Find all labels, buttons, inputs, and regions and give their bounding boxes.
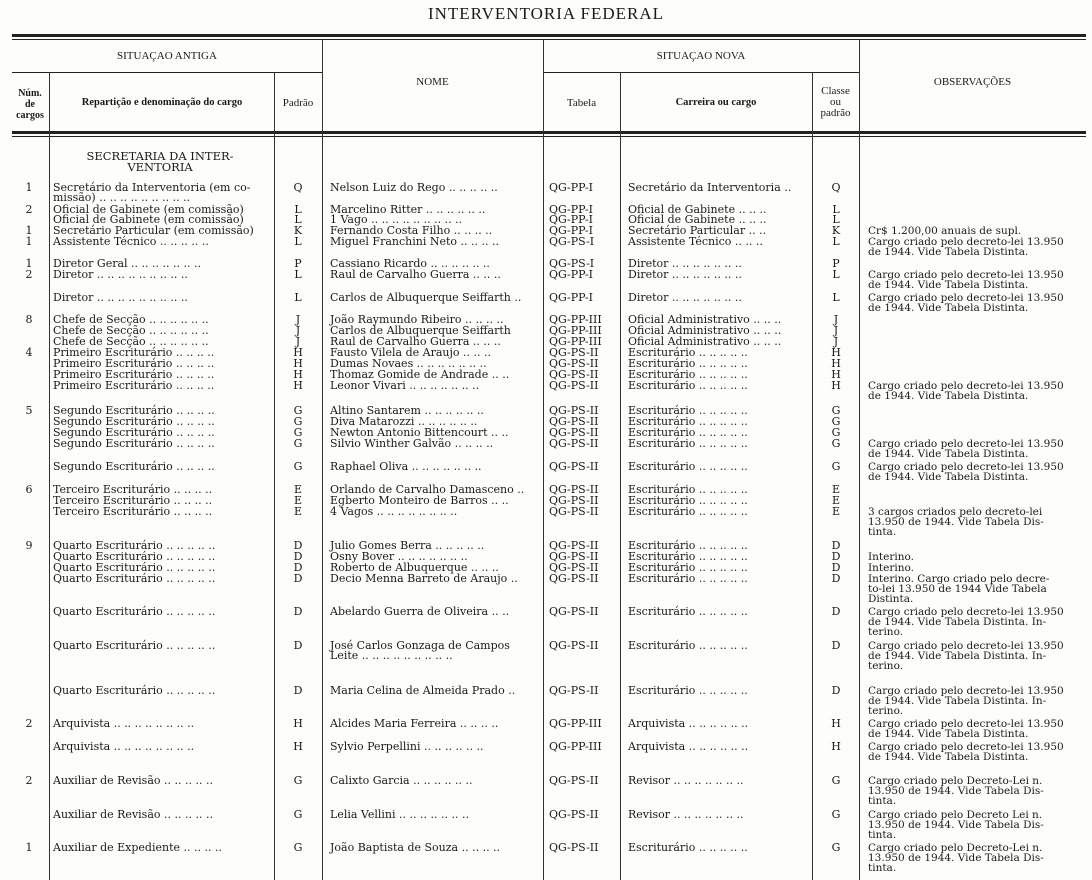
row-nome: Raphael Oliva .. .. .. .. .. .. .. [330, 460, 482, 473]
row-tabela: QG-PS-II [549, 437, 599, 450]
row-carreira: Oficial de Gabinete .. .. .. [628, 203, 767, 216]
row-cargo: Oficial de Gabinete (em comissão) [53, 203, 244, 216]
row-classe: H [831, 368, 841, 381]
row-carreira: Oficial Administrativo .. .. .. [628, 335, 782, 348]
row-classe: G [831, 404, 841, 417]
row-padrao: E [293, 494, 303, 507]
row-padrao: L [294, 268, 302, 281]
row-classe: H [831, 379, 841, 392]
row-classe: L [832, 213, 840, 226]
row-classe: P [832, 257, 840, 270]
row-cargo: Diretor .. .. .. .. .. .. .. .. .. [53, 291, 188, 304]
row-tabela: QG-PP-I [549, 291, 593, 304]
row-observacoes: Cargo criado pelo decreto-lei 13.950 de 1944. Vide Tabela Distinta. [868, 741, 1064, 763]
row-nome: Raul de Carvalho Guerra .. .. .. [330, 335, 501, 348]
row-nome: Fausto Vilela de Araujo .. .. .. [330, 346, 491, 359]
row-nome: Newton Antonio Bittencourt .. .. [330, 426, 509, 439]
row-padrao: G [293, 808, 303, 821]
row-nome: Leonor Vivari .. .. .. .. .. .. .. [330, 379, 480, 392]
row-carreira: Diretor .. .. .. .. .. .. .. [628, 257, 742, 270]
row-observacoes: Cargo criado pelo Decreto-Lei n. 13.950 de 1944. Vide Tabela Dis- tinta. [868, 775, 1044, 807]
row-carreira: Escriturário .. .. .. .. .. [628, 561, 748, 574]
row-classe: G [831, 426, 841, 439]
row-carreira: Revisor .. .. .. .. .. .. .. [628, 774, 744, 787]
row-nome: Lelia Vellini .. .. .. .. .. .. .. [330, 808, 469, 821]
row-padrao: K [293, 224, 303, 237]
row-carreira: Escriturário .. .. .. .. .. [628, 357, 748, 370]
row-num-cargos: 2 [25, 774, 33, 787]
row-carreira: Escriturário .. .. .. .. .. [628, 684, 748, 697]
row-nome: Calixto Garcia .. .. .. .. .. .. [330, 774, 473, 787]
row-classe: L [832, 291, 840, 304]
row-tabela: QG-PS-II [549, 426, 599, 439]
row-tabela: QG-PS-II [549, 639, 599, 652]
row-observacoes: Cargo criado pelo decreto-lei 13.950 de 1944. Vide Tabela Distinta. [868, 236, 1064, 258]
row-tabela: QG-PS-II [549, 572, 599, 585]
row-carreira: Escriturário .. .. .. .. .. [628, 483, 748, 496]
row-nome: Carlos de Albuquerque Seiffarth .. [330, 291, 522, 304]
row-cargo: Quarto Escriturário .. .. .. .. .. [53, 550, 216, 563]
row-num-cargos: 2 [25, 268, 33, 281]
row-classe: J [833, 324, 839, 337]
row-tabela: QG-PS-II [549, 483, 599, 496]
row-num-cargos: 1 [25, 224, 33, 237]
row-padrao: G [293, 437, 303, 450]
row-carreira: Oficial Administrativo .. .. .. [628, 324, 782, 337]
row-classe: J [833, 313, 839, 326]
row-num-cargos: 1 [25, 257, 33, 270]
row-nome: José Carlos Gonzaga de Campos Leite .. .. .. .. .. .. .. .. .. [330, 639, 510, 662]
row-observacoes: Cargo criado pelo decreto-lei 13.950 de 1944. Vide Tabela Distinta. In- terino. [868, 640, 1064, 672]
row-carreira: Escriturário .. .. .. .. .. [628, 368, 748, 381]
row-num-cargos: 2 [25, 717, 33, 730]
row-padrao: G [293, 841, 303, 854]
row-padrao: H [293, 717, 303, 730]
row-tabela: QG-PS-II [549, 808, 599, 821]
row-padrao: D [293, 572, 303, 585]
row-nome: Altino Santarem .. .. .. .. .. .. [330, 404, 484, 417]
row-classe: H [831, 717, 841, 730]
row-observacoes: Cargo criado pelo decreto-lei 13.950 de 1944. Vide Tabela Distinta. [868, 718, 1064, 740]
row-classe: J [833, 335, 839, 348]
header-num-cargos: Núm. de cargos [16, 88, 44, 121]
row-tabela: QG-PS-II [549, 368, 599, 381]
row-observacoes: Cargo criado pelo decreto-lei 13.950 de 1944. Vide Tabela Distinta. [868, 380, 1064, 402]
row-cargo: Secretário Particular (em comissão) [53, 224, 254, 237]
row-observacoes: Cargo criado pelo decreto-lei 13.950 de 1944. Vide Tabela Distinta. [868, 461, 1064, 483]
row-carreira: Escriturário .. .. .. .. .. [628, 539, 748, 552]
col-divider [543, 40, 544, 880]
row-tabela: QG-PP-III [549, 313, 602, 326]
row-padrao: L [294, 203, 302, 216]
row-classe: G [831, 415, 841, 428]
row-nome: Decio Menna Barreto de Araujo .. [330, 572, 518, 585]
row-tabela: QG-PS-II [549, 357, 599, 370]
row-carreira: Escriturário .. .. .. .. .. [628, 415, 748, 428]
row-carreira: Revisor .. .. .. .. .. .. .. [628, 808, 744, 821]
row-tabela: QG-PP-III [549, 324, 602, 337]
row-cargo: Assistente Técnico .. .. .. .. .. [53, 235, 209, 248]
row-nome: 1 Vago .. .. .. .. .. .. .. .. .. [330, 213, 463, 226]
row-cargo: Primeiro Escriturário .. .. .. .. [53, 346, 215, 359]
row-tabela: QG-PS-II [549, 494, 599, 507]
row-tabela: QG-PS-II [549, 550, 599, 563]
row-classe: D [831, 539, 841, 552]
header-padrao: Padrão [282, 97, 314, 109]
row-nome: Silvio Winther Galvão .. .. .. .. [330, 437, 494, 450]
row-cargo: Chefe de Secção .. .. .. .. .. .. [53, 313, 209, 326]
row-padrao: D [293, 539, 303, 552]
row-padrao: L [294, 291, 302, 304]
row-tabela: QG-PS-II [549, 415, 599, 428]
row-tabela: QG-PS-II [549, 684, 599, 697]
row-nome: Julio Gomes Berra .. .. .. .. .. [330, 539, 485, 552]
row-classe: D [831, 550, 841, 563]
row-carreira: Secretário Particular .. .. [628, 224, 767, 237]
row-carreira: Escriturário .. .. .. .. .. [628, 572, 748, 585]
row-nome: Osny Bover .. .. .. .. .. .. .. [330, 550, 468, 563]
row-classe: Q [831, 181, 841, 194]
header-reparticao: Repartição e denominação do cargo [81, 97, 243, 108]
row-num-cargos: 1 [25, 841, 33, 854]
row-padrao: H [293, 346, 303, 359]
row-num-cargos: 6 [25, 483, 33, 496]
header-bottom-rule [12, 131, 1086, 134]
row-classe: G [831, 841, 841, 854]
row-cargo: Auxiliar de Revisão .. .. .. .. .. [53, 808, 213, 821]
row-carreira: Oficial Administrativo .. .. .. [628, 313, 782, 326]
row-tabela: QG-PP-I [549, 203, 593, 216]
row-carreira: Oficial de Gabinete .. .. .. [628, 213, 767, 226]
row-cargo: Quarto Escriturário .. .. .. .. .. [53, 539, 216, 552]
row-carreira: Assistente Técnico .. .. .. [628, 235, 763, 248]
row-padrao: H [293, 740, 303, 753]
row-padrao: H [293, 368, 303, 381]
row-nome: Sylvio Perpellini .. .. .. .. .. .. [330, 740, 484, 753]
row-padrao: E [293, 505, 303, 518]
header-situacao-nova: SITUAÇAO NOVA [656, 50, 746, 62]
row-classe: D [831, 684, 841, 697]
row-cargo: Oficial de Gabinete (em comissão) [53, 213, 244, 226]
row-classe: L [832, 235, 840, 248]
row-padrao: D [293, 639, 303, 652]
row-observacoes: Cargo criado pelo decreto-lei 13.950 de 1944. Vide Tabela Distinta. In- terino. [868, 685, 1064, 717]
row-carreira: Secretário da Interventoria .. [628, 181, 792, 194]
row-num-cargos: 4 [25, 346, 33, 359]
row-cargo: Quarto Escriturário .. .. .. .. .. [53, 684, 216, 697]
row-padrao: D [293, 550, 303, 563]
row-carreira: Escriturário .. .. .. .. .. [628, 494, 748, 507]
row-observacoes: Interino. [868, 551, 914, 563]
row-classe: E [831, 505, 841, 518]
row-observacoes: Cargo criado pelo Decreto Lei n. 13.950 de 1944. Vide Tabela Dis- tinta. [868, 809, 1044, 841]
row-nome: Nelson Luiz do Rego .. .. .. .. .. [330, 181, 498, 194]
header-tabela: Tabela [566, 97, 597, 109]
row-observacoes: Cargo criado pelo decreto-lei 13.950 de 1944. Vide Tabela Distinta. [868, 292, 1064, 314]
row-cargo: Segundo Escriturário .. .. .. .. [53, 437, 215, 450]
row-padrao: L [294, 213, 302, 226]
row-carreira: Escriturário .. .. .. .. .. [628, 550, 748, 563]
row-cargo: Auxiliar de Expediente .. .. .. .. [53, 841, 222, 854]
row-padrao: J [295, 324, 301, 337]
row-cargo: Segundo Escriturário .. .. .. .. [53, 426, 215, 439]
row-tabela: QG-PP-III [549, 740, 602, 753]
row-tabela: QG-PS-II [549, 605, 599, 618]
row-cargo: Diretor Geral .. .. .. .. .. .. .. [53, 257, 201, 270]
row-padrao: D [293, 684, 303, 697]
row-padrao: G [293, 460, 303, 473]
row-nome: João Baptista de Souza .. .. .. .. [330, 841, 501, 854]
row-cargo: Terceiro Escriturário .. .. .. .. [53, 505, 213, 518]
col-divider [620, 72, 621, 880]
row-carreira: Diretor .. .. .. .. .. .. .. [628, 268, 742, 281]
row-nome: Maria Celina de Almeida Prado .. [330, 684, 516, 697]
row-carreira: Escriturário .. .. .. .. .. [628, 437, 748, 450]
row-observacoes: Cargo criado pelo decreto-lei 13.950 de 1944. Vide Tabela Distinta. In- terino. [868, 606, 1064, 638]
row-observacoes: Cargo criado pelo decreto-lei 13.950 de 1944. Vide Tabela Distinta. [868, 269, 1064, 291]
row-padrao: G [293, 404, 303, 417]
row-classe: D [831, 561, 841, 574]
row-padrao: P [294, 257, 302, 270]
row-num-cargos: 1 [25, 235, 33, 248]
row-classe: E [831, 483, 841, 496]
row-cargo: Arquivista .. .. .. .. .. .. .. .. [53, 740, 195, 753]
row-nome: Abelardo Guerra de Oliveira .. .. [330, 605, 510, 618]
top-rule-thick [12, 34, 1086, 37]
row-nome: Roberto de Albuquerque .. .. .. [330, 561, 499, 574]
row-classe: H [831, 357, 841, 370]
header-bottom-rule-thin [12, 136, 1086, 137]
row-carreira: Escriturário .. .. .. .. .. [628, 379, 748, 392]
row-classe: D [831, 639, 841, 652]
header-subdivider [12, 72, 322, 73]
row-cargo: Primeiro Escriturário .. .. .. .. [53, 357, 215, 370]
row-cargo: Quarto Escriturário .. .. .. .. .. [53, 605, 216, 618]
row-classe: G [831, 437, 841, 450]
row-tabela: QG-PP-III [549, 335, 602, 348]
row-classe: L [832, 203, 840, 216]
row-carreira: Arquivista .. .. .. .. .. .. [628, 717, 749, 730]
row-padrao: G [293, 426, 303, 439]
row-tabela: QG-PS-II [549, 561, 599, 574]
row-cargo: Quarto Escriturário .. .. .. .. .. [53, 572, 216, 585]
row-num-cargos: 5 [25, 404, 33, 417]
row-classe: H [831, 346, 841, 359]
row-cargo: Arquivista .. .. .. .. .. .. .. .. [53, 717, 195, 730]
row-nome: Egberto Monteiro de Barros .. .. [330, 494, 509, 507]
row-classe: E [831, 494, 841, 507]
row-cargo: Secretário da Interventoria (em co- missão) .. .. .. .. .. .. .. .. .. [53, 181, 251, 204]
header-situacao-antiga: SITUAÇAO ANTIGA [117, 50, 217, 62]
row-classe: L [832, 268, 840, 281]
header-classe: Classe ou padrão [820, 85, 851, 119]
row-carreira: Escriturário .. .. .. .. .. [628, 426, 748, 439]
row-tabela: QG-PS-II [549, 460, 599, 473]
row-carreira: Escriturário .. .. .. .. .. [628, 505, 748, 518]
row-carreira: Escriturário .. .. .. .. .. [628, 404, 748, 417]
row-tabela: QG-PS-II [549, 539, 599, 552]
row-cargo: Quarto Escriturário .. .. .. .. .. [53, 639, 216, 652]
row-padrao: G [293, 774, 303, 787]
row-nome: Cassiano Ricardo .. .. .. .. .. .. [330, 257, 490, 270]
row-nome: Alcides Maria Ferreira .. .. .. .. [330, 717, 499, 730]
top-rule-thin [12, 39, 1086, 40]
row-observacoes: Interino. Cargo criado pelo decre- to-lei 13.950 de 1944 Vide Tabela Distinta. [868, 573, 1050, 605]
row-nome: Dumas Novaes .. .. .. .. .. .. .. [330, 357, 487, 370]
row-padrao: G [293, 415, 303, 428]
row-tabela: QG-PP-III [549, 717, 602, 730]
header-observacoes: OBSERVAÇÕES [933, 76, 1012, 88]
row-tabela: QG-PS-II [549, 505, 599, 518]
row-classe: D [831, 605, 841, 618]
row-classe: G [831, 774, 841, 787]
row-cargo: Terceiro Escriturário .. .. .. .. [53, 494, 213, 507]
row-tabela: QG-PS-II [549, 379, 599, 392]
row-nome: Marcelino Ritter .. .. .. .. .. .. [330, 203, 486, 216]
row-observacoes: Cr$ 1.200,00 anuais de supl. [868, 225, 1022, 237]
row-cargo: Diretor .. .. .. .. .. .. .. .. .. [53, 268, 188, 281]
row-observacoes: Cargo criado pelo Decreto-Lei n. 13.950 de 1944. Vide Tabela Dis- tinta. [868, 842, 1044, 874]
row-carreira: Escriturário .. .. .. .. .. [628, 639, 748, 652]
col-divider [812, 72, 813, 880]
row-tabela: QG-PS-II [549, 841, 599, 854]
row-num-cargos: 9 [25, 539, 33, 552]
col-divider [49, 72, 50, 880]
row-padrao: J [295, 313, 301, 326]
row-observacoes: 3 cargos criados pelo decreto-lei 13.950 de 1944. Vide Tabela Dis- tinta. [868, 506, 1044, 538]
row-padrao: L [294, 235, 302, 248]
row-nome: Orlando de Carvalho Damasceno .. [330, 483, 525, 496]
row-cargo: Segundo Escriturário .. .. .. .. [53, 415, 215, 428]
row-nome: Thomaz Gomide de Andrade .. .. [330, 368, 510, 381]
row-nome: Fernando Costa Filho .. .. .. .. [330, 224, 493, 237]
row-cargo: Primeiro Escriturário .. .. .. .. [53, 379, 215, 392]
row-carreira: Escriturário .. .. .. .. .. [628, 605, 748, 618]
row-num-cargos: 1 [25, 181, 33, 194]
row-tabela: QG-PP-I [549, 181, 593, 194]
row-cargo: Chefe de Secção .. .. .. .. .. .. [53, 335, 209, 348]
row-tabela: QG-PP-I [549, 224, 593, 237]
row-padrao: H [293, 379, 303, 392]
row-tabela: QG-PP-I [549, 268, 593, 281]
row-classe: D [831, 572, 841, 585]
row-carreira: Escriturário .. .. .. .. .. [628, 841, 748, 854]
row-num-cargos: 2 [25, 203, 33, 216]
row-carreira: Escriturário .. .. .. .. .. [628, 460, 748, 473]
row-padrao: J [295, 335, 301, 348]
col-divider [859, 40, 860, 880]
row-padrao: H [293, 357, 303, 370]
row-padrao: Q [293, 181, 303, 194]
row-nome: Diva Matarozzi .. .. .. .. .. .. [330, 415, 478, 428]
row-cargo: Quarto Escriturário .. .. .. .. .. [53, 561, 216, 574]
row-nome: João Raymundo Ribeiro .. .. .. .. [330, 313, 504, 326]
row-carreira: Escriturário .. .. .. .. .. [628, 346, 748, 359]
row-nome: Miguel Franchini Neto .. .. .. .. [330, 235, 499, 248]
row-nome: Raul de Carvalho Guerra .. .. .. [330, 268, 501, 281]
row-padrao: D [293, 605, 303, 618]
row-cargo: Segundo Escriturário .. .. .. .. [53, 404, 215, 417]
row-tabela: QG-PS-II [549, 346, 599, 359]
row-tabela: QG-PS-II [549, 404, 599, 417]
row-padrao: D [293, 561, 303, 574]
row-cargo: Chefe de Secção .. .. .. .. .. .. [53, 324, 209, 337]
col-divider [274, 72, 275, 880]
row-classe: G [831, 808, 841, 821]
row-carreira: Arquivista .. .. .. .. .. .. [628, 740, 749, 753]
header-carreira: Carreira ou cargo [675, 97, 757, 108]
row-classe: G [831, 460, 841, 473]
row-classe: K [831, 224, 841, 237]
row-nome: Carlos de Albuquerque Seiffarth [330, 324, 511, 337]
header-nome: NOME [416, 76, 449, 88]
row-tabela: QG-PP-I [549, 213, 593, 226]
row-tabela: QG-PS-I [549, 235, 595, 248]
row-cargo: Primeiro Escriturário .. .. .. .. [53, 368, 215, 381]
col-divider [322, 40, 323, 880]
row-num-cargos: 8 [25, 313, 33, 326]
row-observacoes: Cargo criado pelo decreto-lei 13.950 de 1944. Vide Tabela Distinta. [868, 438, 1064, 460]
row-cargo: Auxiliar de Revisão .. .. .. .. .. [53, 774, 213, 787]
row-observacoes: Interino. [868, 562, 914, 574]
row-cargo: Terceiro Escriturário .. .. .. .. [53, 483, 213, 496]
row-nome: 4 Vagos .. .. .. .. .. .. .. .. [330, 505, 458, 518]
row-cargo: Segundo Escriturário .. .. .. .. [53, 460, 215, 473]
row-carreira: Diretor .. .. .. .. .. .. .. [628, 291, 742, 304]
row-tabela: QG-PS-I [549, 257, 595, 270]
row-padrao: E [293, 483, 303, 496]
page-title: INTERVENTORIA FEDERAL [427, 4, 665, 23]
row-classe: H [831, 740, 841, 753]
section-title: SECRETARIA DA INTER- VENTORIA [86, 149, 234, 174]
row-tabela: QG-PS-II [549, 774, 599, 787]
